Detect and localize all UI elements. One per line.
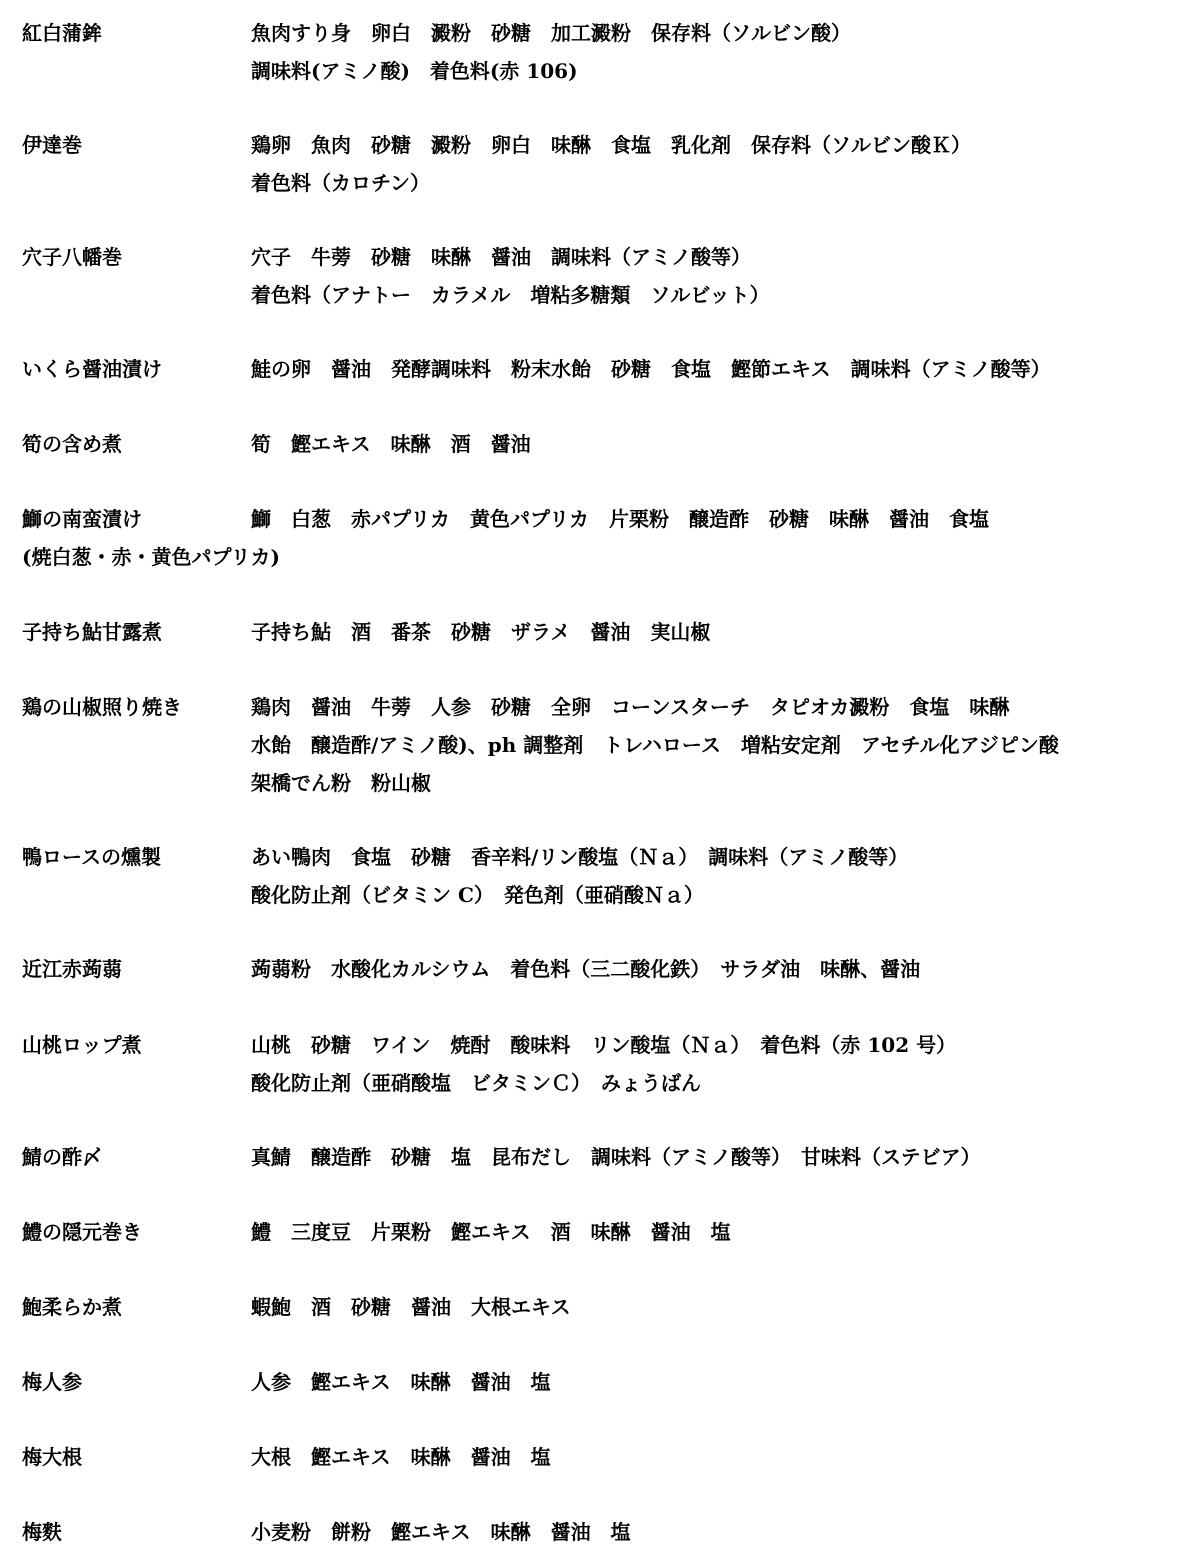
ingredient-line: 鶏肉 醤油 牛蒡 人参 砂糖 全卵 コーンスターチ タピオカ澱粉 食塩 味醂 [251, 695, 1010, 719]
ingredients [251, 350, 1196, 388]
ingredient-line: 真鯖 醸造酢 砂糖 塩 昆布だし 調味料（アミノ酸等） 甘味料（ステビア） [251, 1145, 981, 1169]
dish-name: 紅白蒲鉾 [22, 21, 102, 45]
ingredients [251, 500, 1196, 538]
ingredients [251, 688, 1196, 802]
ingredient-line: 蝦鮑 酒 砂糖 醤油 大根エキス [251, 1295, 571, 1319]
ingredients [251, 838, 1196, 914]
ingredient-line: 鮭の卵 醤油 発酵調味料 粉末水飴 砂糖 食塩 鰹節エキス 調味料（アミノ酸等） [251, 357, 1051, 381]
ingredient-line: 子持ち鮎 酒 番茶 砂糖 ザラメ 醤油 実山椒 [251, 620, 711, 644]
ingredient-line: 鶏卵 魚肉 砂糖 澱粉 卵白 味醂 食塩 乳化剤 保存料（ソルビン酸Ｋ） [251, 133, 971, 157]
dish-name: 鮑柔らか煮 [22, 1295, 122, 1319]
ingredient-line: 筍 鰹エキス 味醂 酒 醤油 [251, 432, 531, 456]
ingredient-line: 魚肉すり身 卵白 澱粉 砂糖 加工澱粉 保存料（ソルビン酸） [251, 21, 851, 45]
ingredients [251, 1288, 1196, 1326]
ingredients [251, 1026, 1196, 1102]
dish-name: いくら醤油漬け [22, 357, 162, 381]
ingredients [251, 1438, 1196, 1476]
ingredients [251, 425, 1196, 463]
ingredient-line: 山桃 砂糖 ワイン 焼酎 酸味料 リン酸塩（Ｎａ） 着色料（赤 102 号） [251, 1033, 957, 1057]
ingredient-line: 鰤 白葱 赤パプリカ 黄色パプリカ 片栗粉 醸造酢 砂糖 味醂 醤油 食塩 [251, 507, 989, 531]
ingredients [251, 238, 1196, 314]
dish-name: 梅大根 [22, 1445, 82, 1469]
ingredient-line: 着色料（カロチン） [251, 171, 430, 195]
ingredient-line: 酸化防止剤（ビタミン C） 発色剤（亜硝酸Ｎａ） [251, 883, 704, 907]
dish-name: 鶏の山椒照り焼き [22, 695, 182, 719]
ingredients [251, 126, 1196, 202]
ingredients [251, 14, 1196, 90]
dish-name: 伊達巻 [22, 133, 82, 157]
dish-name: 山桃ロップ煮 [22, 1033, 142, 1057]
ingredient-line: 着色料（アナトー カラメル 増粘多糖類 ソルビット） [251, 283, 770, 307]
ingredient-line: 穴子 牛蒡 砂糖 味醂 醤油 調味料（アミノ酸等） [251, 245, 751, 269]
dish-name: 梅麩 [22, 1520, 62, 1544]
ingredient-line: 酸化防止剤（亜硝酸塩 ビタミンＣ） みょうばん [251, 1071, 701, 1095]
ingredients [251, 950, 1196, 988]
dish-name: 鴨ロースの燻製 [22, 845, 161, 869]
ingredient-line: 鱧 三度豆 片栗粉 鰹エキス 酒 味醂 醤油 塩 [251, 1220, 731, 1244]
dish-name: 穴子八幡巻 [22, 245, 122, 269]
ingredient-line: 蒟蒻粉 水酸化カルシウム 着色料（三二酸化鉄） サラダ油 味醂、醤油 [251, 957, 921, 981]
ingredient-line: 小麦粉 餅粉 鰹エキス 味醂 醤油 塩 [251, 1520, 631, 1544]
ingredients [251, 1138, 1196, 1176]
ingredient-line: 架橋でん粉 粉山椒 [251, 771, 431, 795]
dish-name: 筍の含め煮 [22, 432, 122, 456]
ingredient-line: 大根 鰹エキス 味醂 醤油 塩 [251, 1445, 551, 1469]
dish-name: 鰤の南蛮漬け [22, 507, 142, 531]
ingredient-line: あい鴨肉 食塩 砂糖 香辛料/リン酸塩（Ｎａ） 調味料（アミノ酸等） [251, 845, 909, 869]
dish-name: 梅人参 [22, 1370, 82, 1394]
ingredient-line: 水飴 醸造酢/アミノ酸)、ph 調整剤 トレハロース 増粘安定剤 アセチル化アジピン酸 [251, 733, 1059, 757]
dish-name: 鯖の酢〆 [22, 1145, 102, 1169]
ingredients [251, 613, 1196, 651]
dish-subtitle: (焼白葱・赤・黄色パプリカ) [22, 545, 280, 569]
dish-name: 近江赤蒟蒻 [22, 957, 122, 981]
ingredients [251, 1363, 1196, 1401]
ingredients [251, 1513, 1196, 1551]
dish-name: 鱧の隠元巻き [22, 1220, 142, 1244]
ingredient-line: 調味料(アミノ酸) 着色料(赤 106) [251, 59, 578, 83]
ingredients [251, 1213, 1196, 1251]
ingredient-line: 人参 鰹エキス 味醂 醤油 塩 [251, 1370, 551, 1394]
dish-name: 子持ち鮎甘露煮 [22, 620, 162, 644]
